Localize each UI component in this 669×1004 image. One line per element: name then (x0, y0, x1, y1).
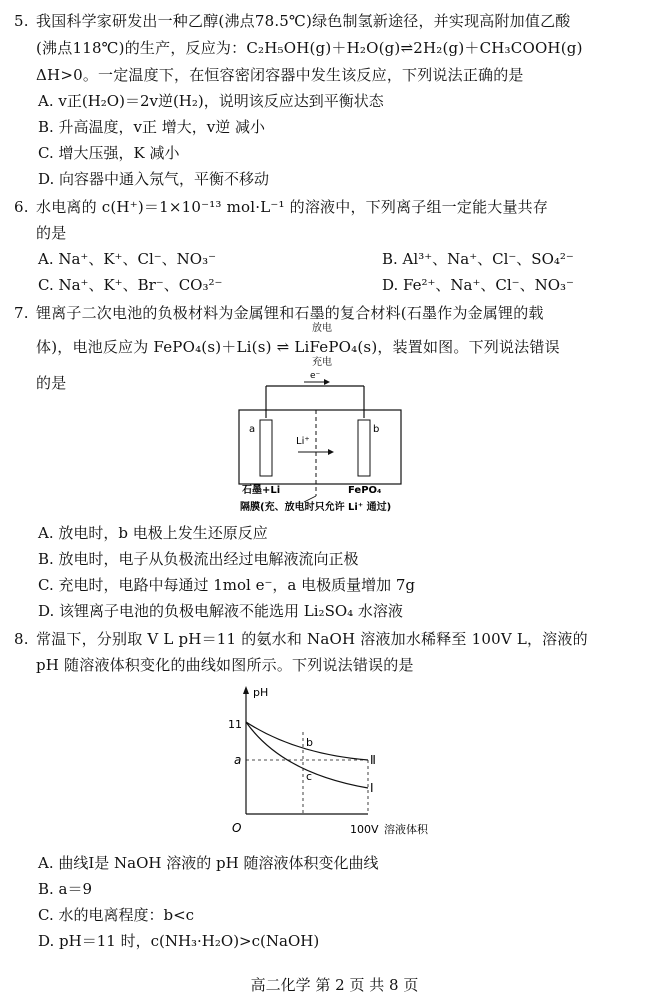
li-ion-arrowhead-icon (328, 449, 334, 455)
electrode-b-label: b (373, 424, 380, 435)
q5-stem-2: (沸点118℃)的生产，反应为：C₂H₅OH(g)＋H₂O(g)⇌2H₂(g)＋CH₃COOH(g) (36, 39, 583, 57)
q6-option-a: A. Na⁺、K⁺、Cl⁻、NO₃⁻ (38, 250, 217, 268)
q6-option-d: D. Fe²⁺、Na⁺、Cl⁻、NO₃⁻ (382, 276, 574, 294)
q7-battery-diagram (236, 372, 404, 520)
q8-option-d: D. pH＝11 时，c(NH₃·H₂O)>c(NaOH) (38, 932, 320, 950)
q7-stem-3: 的是 (36, 374, 67, 392)
q6-line1 (14, 196, 548, 218)
q5-option-d: D. 向容器中通入氖气，平衡不移动 (38, 170, 270, 188)
q5-line1 (14, 10, 571, 32)
electron-label: e⁻ (310, 372, 321, 381)
q7-stem-2: 体)，电池反应为 FePO₄(s)＋Li(s) ⇌ LiFePO₄(s)，装置如图。下列说法错误 (36, 338, 560, 356)
y-axis-label: pH (253, 686, 269, 699)
li-ion-label: Li⁺ (296, 436, 310, 447)
point-c-label: c (306, 770, 313, 783)
q5-number: 5. (14, 12, 29, 30)
q8-option-c: C. 水的电离程度：b<c (38, 906, 195, 924)
q8-stem-1: 常温下，分别取 V L pH＝11 的氨水和 NaOH 溶液加水稀释至 100V L，溶液的 (36, 630, 588, 648)
curve-i-label: Ⅰ (370, 781, 374, 795)
electrode-a (260, 420, 272, 476)
q7-line1 (14, 302, 544, 324)
q5-option-b: B. 升高温度，v正 增大，v逆 减小 (38, 118, 266, 136)
x-axis-label: 溶液体积 (384, 823, 428, 836)
q5-stem-3: ΔH>0。一定温度下，在恒容密闭容器中发生该反应，下列说法正确的是 (36, 66, 524, 84)
y-tick-11: 11 (228, 718, 242, 731)
q8-ph-graph (220, 682, 480, 842)
left-material-label: 石墨+Li (242, 485, 281, 496)
q8-option-b: B. a＝9 (38, 880, 93, 898)
q8-line1 (14, 628, 588, 650)
electrode-a-label: a (249, 424, 256, 435)
y-axis-arrow-icon (243, 686, 249, 694)
q6-option-b: B. Al³⁺、Na⁺、Cl⁻、SO₄²⁻ (382, 250, 574, 268)
q8-stem-2: pH 随溶液体积变化的曲线如图所示。下列说法错误的是 (36, 656, 414, 674)
q8-number: 8. (14, 630, 29, 648)
y-tick-a: a (234, 753, 242, 767)
q5-option-a: A. v正(H₂O)＝2v逆(H₂)，说明该反应达到平衡状态 (38, 92, 384, 110)
q7-arrow-top-label: 放电 (312, 323, 332, 334)
q7-number: 7. (14, 304, 29, 322)
q7-option-a: A. 放电时，b 电极上发生还原反应 (38, 524, 268, 542)
q7-arrow-bottom-label: 充电 (312, 357, 332, 368)
curve-ii-label: Ⅱ (370, 753, 376, 767)
right-material-label: FePO₄ (348, 485, 382, 496)
q8-option-a: A. 曲线Ⅰ是 NaOH 溶液的 pH 随溶液体积变化曲线 (38, 854, 379, 872)
q6-number: 6. (14, 198, 29, 216)
q6-stem-2: 的是 (36, 224, 67, 242)
origin-label: O (232, 821, 242, 835)
q6-stem-1: 水电离的 c(H⁺)＝1×10⁻¹³ mol·L⁻¹ 的溶液中，下列离子组一定能大量共存 (36, 198, 549, 216)
q7-option-d: D. 该锂离子电池的负极电解液不能选用 Li₂SO₄ 水溶液 (38, 602, 403, 620)
electrode-b (358, 420, 370, 476)
x-tick-100v: 100V (350, 823, 379, 836)
electron-arrowhead-icon (324, 379, 330, 385)
q7-option-b: B. 放电时，电子从负极流出经过电解液流向正极 (38, 550, 359, 568)
membrane-label: 隔膜(充、放电时只允许 Li⁺ 通过) (240, 502, 392, 513)
page-footer: 高二化学 第 2 页 共 8 页 (250, 976, 419, 994)
q5-stem-1: 我国科学家研发出一种乙醇(沸点78.5℃)绿色制氢新途径，并实现高附加值乙酸 (36, 12, 571, 30)
q7-option-c: C. 充电时，电路中每通过 1mol e⁻，a 电极质量增加 7g (38, 576, 416, 594)
q5-option-c: C. 增大压强，K 减小 (38, 144, 180, 162)
q6-option-c: C. Na⁺、K⁺、Br⁻、CO₃²⁻ (38, 276, 223, 294)
q7-stem-1: 锂离子二次电池的负极材料为金属锂和石墨的复合材料(石墨作为金属锂的载 (36, 304, 544, 322)
point-b-label: b (306, 736, 313, 749)
